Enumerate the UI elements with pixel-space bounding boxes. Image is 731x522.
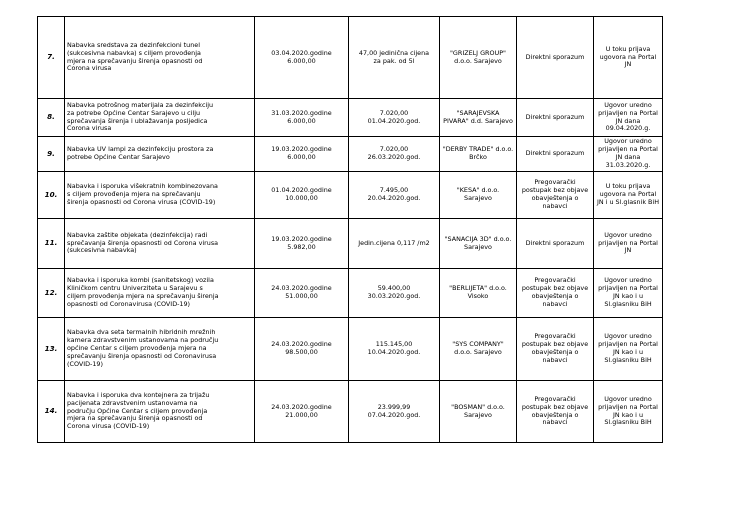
table-row (38, 269, 663, 318)
supplier: "SANACIJA 3D" d.o.o. Sarajevo (440, 219, 517, 269)
date-estimated-value: 01.04.2020.godine 10.000,00 (255, 172, 349, 219)
procurement-description: Nabavka zaštite objekata (dezinfekcija) radi sprečavanja širenja opasnosti od Corona virusa (sukcesivna nabavka) (65, 219, 255, 269)
table-row (38, 137, 663, 172)
procedure-type: Pregovarački postupak bez objave obavještenja o nabavci (517, 381, 594, 443)
row-number: 11. (38, 219, 65, 269)
portal-status: Ugovor uredno prijavljen na Portal JN dana 31.03.2020.g. (594, 137, 663, 172)
portal-status: Ugovor uredno prijavljen na Portal JN kao i u Sl.glasniku BiH (594, 269, 663, 318)
procedure-type: Direktni sporazum (517, 137, 594, 172)
supplier: "BERLIJETA" d.o.o. Visoko (440, 269, 517, 318)
procedure-type: Direktni sporazum (517, 219, 594, 269)
row-number: 7. (38, 17, 65, 99)
portal-status: Ugovor uredno prijavljen na Portal JN (594, 219, 663, 269)
contract-value: 7.020,00 01.04.2020.god. (349, 99, 440, 137)
procedure-type: Pregovarački postupak bez objave obavještenja o nabavci (517, 318, 594, 381)
supplier: "GRIZELJ GROUP" d.o.o. Sarajevo (440, 17, 517, 99)
procurement-description: Nabavka i isporuka višekratnih kombinezovana s ciljem provođenja mjera na sprečavanju širenja opasnosti od Corona virusa (COVID-19) (65, 172, 255, 219)
supplier: "SARAJEVSKA PIVARA" d.d. Sarajevo (440, 99, 517, 137)
row-number: 8. (38, 99, 65, 137)
contract-value: 23.999,99 07.04.2020.god. (349, 381, 440, 443)
supplier: "KESA" d.o.o. Sarajevo (440, 172, 517, 219)
portal-status: Ugovor uredno prijavljen na Portal JN dana 09.04.2020.g. (594, 99, 663, 137)
date-estimated-value: 03.04.2020.godine 6.000,00 (255, 17, 349, 99)
procedure-type: Pregovarački postupak bez objave obavještenja o nabavci (517, 269, 594, 318)
procurement-description: Nabavka potrošnog materijala za dezinfekciju za potrebe Općine Centar Sarajevo u cilju sprečavanja širenja i ublažavanja posljedica Corona virusa (65, 99, 255, 137)
table-row (38, 318, 663, 381)
portal-status: Ugovor uredno prijavljen na Portal JN kao i u Sl.glasniku BiH (594, 381, 663, 443)
procedure-type: Direktni sporazum (517, 99, 594, 137)
contract-value: 115.145,00 10.04.2020.god. (349, 318, 440, 381)
procurement-table (37, 16, 663, 443)
supplier: "DERBY TRADE" d.o.o. Brčko (440, 137, 517, 172)
procedure-type: Pregovarački postupak bez objave obavještenja o nabavci (517, 172, 594, 219)
supplier: "SYS COMPANY" d.o.o. Sarajevo (440, 318, 517, 381)
supplier: "BOSMAN" d.o.o. Sarajevo (440, 381, 517, 443)
row-number: 9. (38, 137, 65, 172)
table-row (38, 17, 663, 99)
portal-status: Ugovor uredno prijavljen na Portal JN kao i u Sl.glasniku BiH (594, 318, 663, 381)
date-estimated-value: 19.03.2020.godine 5.982,00 (255, 219, 349, 269)
contract-value: 7.020,00 26.03.2020.god. (349, 137, 440, 172)
procurement-description: Nabavka UV lampi za dezinfekciju prostora za potrebe Općine Centar Sarajevo (65, 137, 255, 172)
contract-value: 7.495,00 20.04.2020.god. (349, 172, 440, 219)
row-number: 12. (38, 269, 65, 318)
date-estimated-value: 19.03.2020.godine 6.000,00 (255, 137, 349, 172)
table-row (38, 219, 663, 269)
table-row (38, 381, 663, 443)
contract-value: 47,00 jedinična cijena za pak. od 5l (349, 17, 440, 99)
date-estimated-value: 24.03.2020.godine 98.500,00 (255, 318, 349, 381)
procedure-type: Direktni sporazum (517, 17, 594, 99)
table-row (38, 172, 663, 219)
row-number: 10. (38, 172, 65, 219)
portal-status: U toku prijava ugovora na Portal JN (594, 17, 663, 99)
contract-value: Jedin.cijena 0,117 /m2 (349, 219, 440, 269)
procurement-description: Nabavka dva seta termalnih hibridnih mrežnih kamera zdravstvenim ustanovama na području općine Centar s ciljem provođenja mjera na sprečavanju širenja opasnosti od Coronavirusa (COVID-19) (65, 318, 255, 381)
date-estimated-value: 31.03.2020.godine 6.000,00 (255, 99, 349, 137)
date-estimated-value: 24.03.2020.godine 21.000,00 (255, 381, 349, 443)
procurement-description: Nabavka i isporuka kombi (sanitetskog) vozila Kliničkom centru Univerziteta u Sarajevu s ciljem provođenja mjera na sprečavanju širenja opasnosti od Coronavirusa (COVID-19) (65, 269, 255, 318)
date-estimated-value: 24.03.2020.godine 51.000,00 (255, 269, 349, 318)
row-number: 13. (38, 318, 65, 381)
procurement-description: Nabavka i isporuka dva kontejnera za trijažu pacijenata zdravstvenim ustanovama na području Općine Centar s ciljem provođenja mjera na sprečavanju širenja opasnosti od Corona virusa (COVID-19) (65, 381, 255, 443)
table-row (38, 99, 663, 137)
row-number: 14. (38, 381, 65, 443)
procurement-description: Nabavka sredstava za dezinfekcioni tunel (sukcesivna nabavka) s ciljem provođenja mjera na sprečavanju širenja opasnosti od Corona virusa (65, 17, 255, 99)
contract-value: 59.400,00 30.03.2020.god. (349, 269, 440, 318)
portal-status: U toku prijava ugovora na Portal JN i u Sl.glasnik BiH (594, 172, 663, 219)
